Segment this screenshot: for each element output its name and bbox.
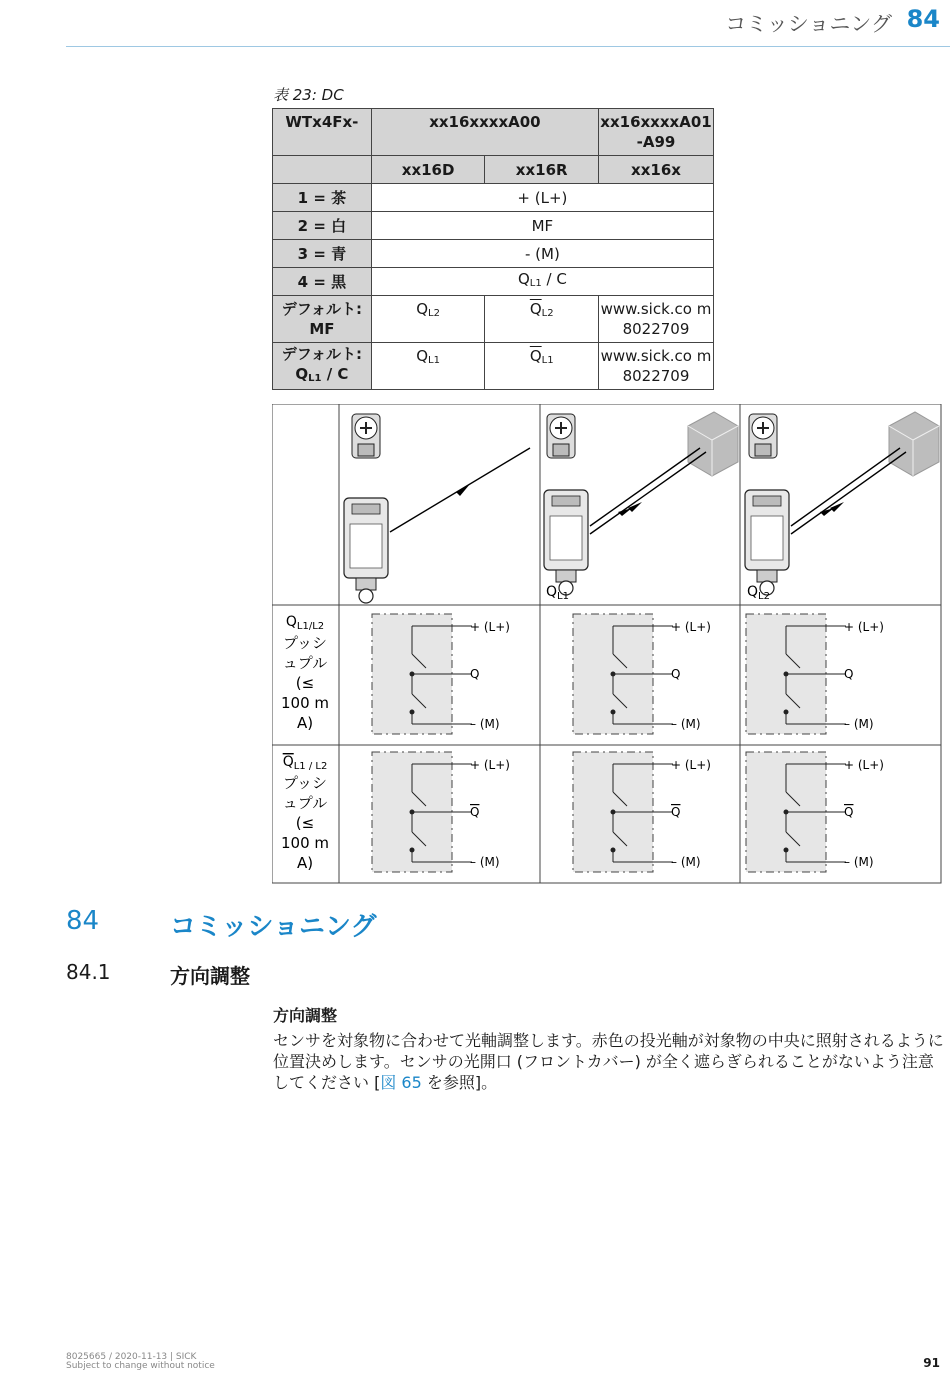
cell-sick-link: www.sick.co m 8022709 (598, 296, 713, 343)
header-title: コミッショニング (725, 12, 892, 36)
row-label-line: A) (296, 854, 314, 872)
svg-text:– (M): – (M) (671, 717, 701, 731)
svg-text:Q: Q (844, 667, 854, 681)
row-label-line: ュプル (282, 794, 328, 812)
potentiometer-icon (352, 414, 380, 458)
row-label-line: 100 m (280, 694, 330, 712)
figure-link[interactable]: 図 65 (380, 1073, 422, 1092)
row-value: MF (371, 212, 713, 240)
page-number: 91 (923, 1356, 940, 1370)
svg-text:Q: Q (470, 805, 480, 819)
circuit-diagram (573, 614, 711, 734)
table-header-a00: xx16xxxxA00 (371, 109, 598, 156)
paragraph-heading: 方向調整 (273, 1006, 338, 1025)
svg-text:– (M): – (M) (470, 717, 500, 731)
sensor-icon (544, 490, 588, 595)
svg-text:+ (L+): + (L+) (844, 620, 884, 634)
row-label: 1 = 茶 (273, 184, 372, 212)
row-label-line: 100 m (280, 834, 330, 852)
svg-text:Q: Q (671, 667, 681, 681)
row-label: 2 = 白 (273, 212, 372, 240)
row-label-ql1l2: $Q_{L1/L2}$ (285, 614, 325, 632)
svg-text:+ (L+): + (L+) (844, 758, 884, 772)
circuit-diagram (746, 614, 884, 734)
target-object-icon (688, 412, 738, 476)
svg-text:– (M): – (M) (844, 717, 874, 731)
col-label-ql1: $Q_{L1}$ (546, 584, 569, 602)
svg-text:Q: Q (470, 667, 480, 681)
sensor-icon (344, 498, 388, 603)
cell-ql2: $Q_{L2}$ (371, 296, 485, 343)
row-value: $Q_{L1}$ / C (371, 268, 713, 296)
footer-doc-info: 8025665 / 2020-11-13 | SICK (66, 1352, 197, 1362)
circuit-diagram (746, 752, 884, 872)
table-header-model: WTx4Fx- (273, 109, 372, 156)
footer-notice: Subject to change without notice (66, 1361, 215, 1371)
svg-text:+ (L+): + (L+) (470, 620, 510, 634)
table-caption: 表 23: DC (273, 86, 344, 104)
potentiometer-icon (749, 414, 777, 458)
circuit-diagram (372, 752, 510, 872)
header-rule (66, 46, 950, 47)
row-label-line: プッシ (283, 774, 327, 792)
row-label-line: プッシ (283, 634, 327, 652)
paragraph-body: センサを対象物に合わせて光軸調整します。赤色の投光軸が対象物の中央に照射されるように位置決めします。センサの光開口 (フロントカバー) が全く遮らぎられることがないよう注意してください [図 65 を参照]。 (273, 1031, 944, 1092)
default-mf-label: デフォルト: MF (273, 296, 372, 343)
table-header-a01: xx16xxxxA01 -A99 (598, 109, 713, 156)
svg-text:+ (L+): + (L+) (671, 758, 711, 772)
row-label-line: ュプル (282, 654, 328, 672)
cell-ql1: $Q_{L1}$ (371, 343, 485, 390)
cell-ql1-inverted: $\overline{Q}_{L1}$ (485, 343, 599, 390)
sensor-icon (745, 490, 789, 595)
table-subheader: xx16R (485, 156, 599, 184)
row-label: 3 = 青 (273, 240, 372, 268)
row-label-line: A) (296, 714, 314, 732)
table-subheader: xx16x (598, 156, 713, 184)
wiring-diagram (272, 404, 942, 884)
cell-ql2-inverted: $\overline{Q}_{L2}$ (485, 296, 599, 343)
row-label: 4 = 黒 (273, 268, 372, 296)
table-subheader: xx16D (371, 156, 485, 184)
potentiometer-icon (547, 414, 575, 458)
svg-text:– (M): – (M) (844, 855, 874, 869)
default-ql1-label: デフォルト: $Q_{L1}$ / C (273, 343, 372, 390)
spec-table (272, 108, 714, 390)
subsection-number: 84.1 (66, 960, 111, 984)
subsection-title: 方向調整 (170, 964, 250, 988)
svg-text:Q: Q (844, 805, 854, 819)
table-empty-cell (273, 156, 372, 184)
svg-text:+ (L+): + (L+) (671, 620, 711, 634)
row-value: - (M) (371, 240, 713, 268)
row-label-ql1l2-inverted: $Q_{L1 / L2}$ (282, 754, 328, 772)
header-chapter-number: 84 (906, 5, 940, 33)
row-label-line: (≤ (295, 814, 315, 832)
target-object-icon (889, 412, 939, 476)
col-label-ql2: $Q_{L2}$ (747, 584, 770, 602)
svg-text:– (M): – (M) (470, 855, 500, 869)
section-title: コミッショニング (170, 912, 377, 942)
svg-text:Q: Q (671, 805, 681, 819)
cell-sick-link: www.sick.co m 8022709 (598, 343, 713, 390)
svg-text:– (M): – (M) (671, 855, 701, 869)
section-number: 84 (66, 906, 100, 936)
row-value: + (L+) (371, 184, 713, 212)
svg-text:+ (L+): + (L+) (470, 758, 510, 772)
circuit-diagram (372, 614, 510, 734)
row-label-line: (≤ (295, 674, 315, 692)
circuit-diagram (573, 752, 711, 872)
